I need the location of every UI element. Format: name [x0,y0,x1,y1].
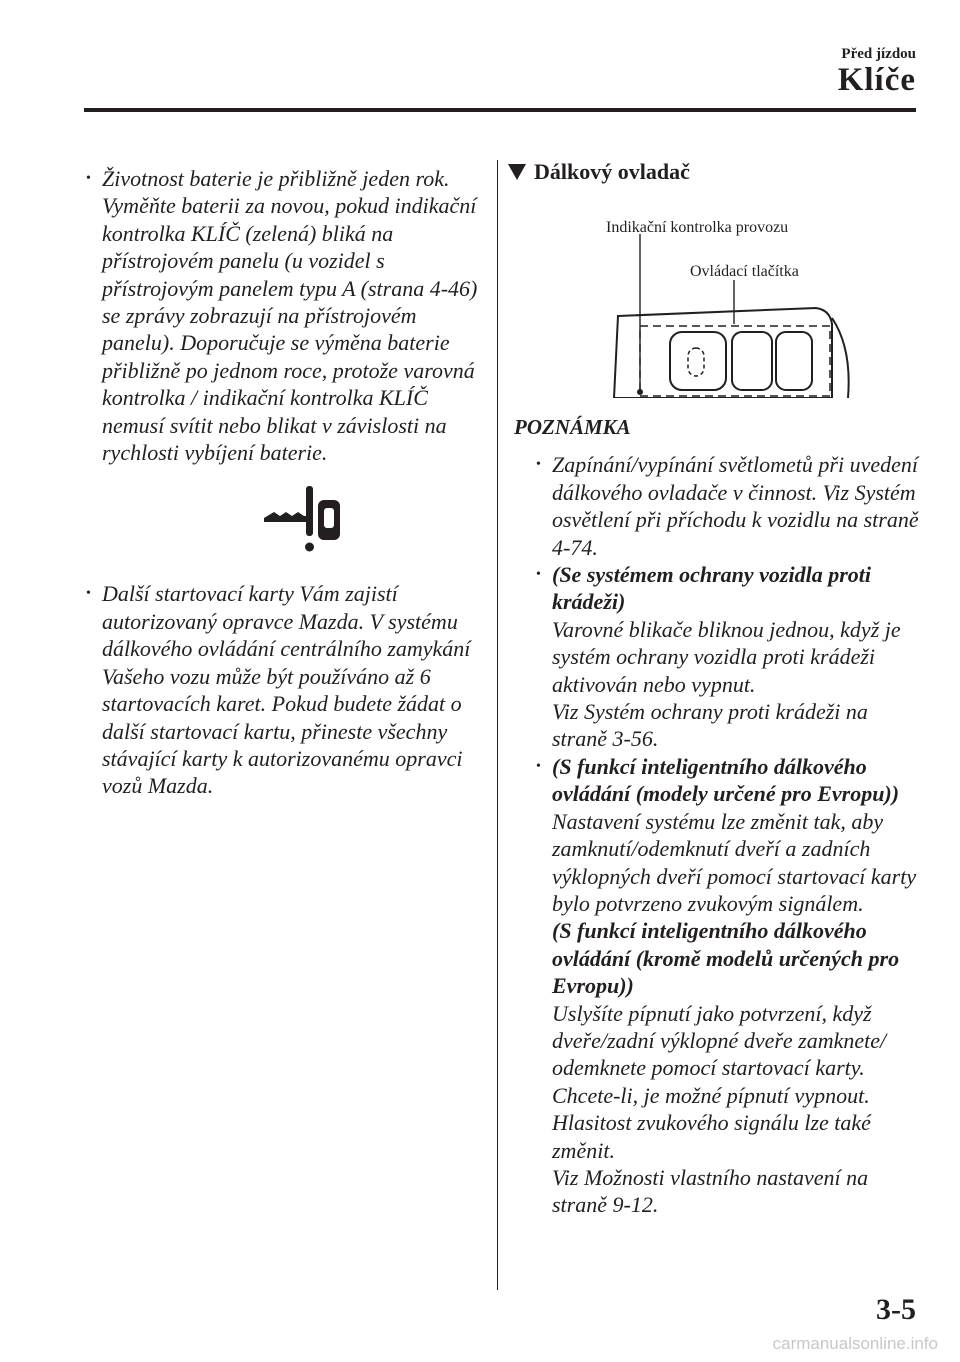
bullet-dot-icon: • [536,758,541,774]
bullet-reference: Viz Systém ochrany proti krádeži na straně 3-56. [552,699,868,752]
list-item [84,580,484,799]
section-name: Před jízdou [841,46,916,62]
list-item [534,451,924,561]
section-heading-text: Dálkový ovladač [534,159,690,185]
bullet-text: Zapínání/vypínání světlometů při uvedení dálkového ovladače v činnost. Viz Systém osvětlení při příchodu k vozidlu na straně 4-74. [552,452,919,560]
bullet-text: Životnost baterie je přibližně jeden rok. Vyměňte baterii za novou, pokud indikační kontrolka KLÍČ (zelená) bliká na přístrojovém panelu (u vozidel s přístrojovým panelem typu A (strana 4-46) se zprávy zobrazují na přístrojovém panelu). Doporučuje se výměna baterie přibližně po jednom roce, protože varovná kontrolka / indikační kontrolka KLÍČ nemusí svítit nebo blikat v závislosti na rychlosti vybíjení baterie. [102,166,478,466]
page-number: 3-5 [876,1293,916,1326]
bullet-heading: (S funkcí inteligentního dálkového ovládání (modely určené pro Evropu)) [552,753,900,807]
callout-buttons: Ovládací tlačítka [690,263,799,280]
bullet-text: Nastavení systému lze změnit tak, aby zamknutí/odemknutí dveří a zadních výklopných dveří pomocí startovací karty bylo potvrzeno zvukovým signálem. [552,808,917,916]
list-item [534,753,924,1219]
section-heading [508,152,924,192]
bullet-reference: Viz Možnosti vlastního nastavení na straně 9-12. [552,1164,869,1218]
left-column [84,165,484,800]
bullet-dot-icon: • [536,567,541,583]
header-rule [84,108,916,112]
key-warning-icon [260,484,342,556]
bullet-dot-icon: • [86,171,91,186]
column-divider [497,160,498,1290]
list-item [534,561,924,753]
remote-fob-drawing [584,198,924,398]
bullet-text: Uslyšíte pípnutí jako potvrzení, když dveře/zadní výklopné dveře zamknete/ odemknete pomocí startovací karty. Chcete-li, je možné pípnutí vypnout. Hlasitost zvukového signálu lze také změnit. [552,1000,887,1163]
remote-figure [584,198,924,398]
note-list [514,451,924,1218]
callout-indicator: Indikační kontrolka provozu [606,219,789,236]
bullet-text: Další startovací karty Vám zajistí autorizovaný opravce Mazda. V systému dálkového ovládání centrálního zamykání Vašeho vozu může být používáno až 6 startovacích karet. Pokud budete žádat o další startovací kartu, přineste všechny stávající karty k autorizovanému opravci vozů Mazda. [102,581,471,799]
bullet-dot-icon: • [536,457,541,473]
note-heading: POZNÁMKA [514,415,631,439]
right-column [514,152,924,1219]
bullet-heading: (S funkcí inteligentního dálkového ovládání (kromě modelů určených pro Evropu)) [552,918,900,999]
page-title: Klíče [837,62,916,98]
bullet-dot-icon: • [86,586,91,602]
list-item [84,165,484,466]
watermark: carmanualsonline.info [772,1334,938,1353]
triangle-down-icon [508,164,526,180]
bullet-text: Varovné blikače bliknou jednou, když je systém ochrany vozidla proti krádeži aktivován nebo vypnut. [552,616,901,697]
bullet-heading: (Se systémem ochrany vozidla proti krádeži) [552,562,871,615]
